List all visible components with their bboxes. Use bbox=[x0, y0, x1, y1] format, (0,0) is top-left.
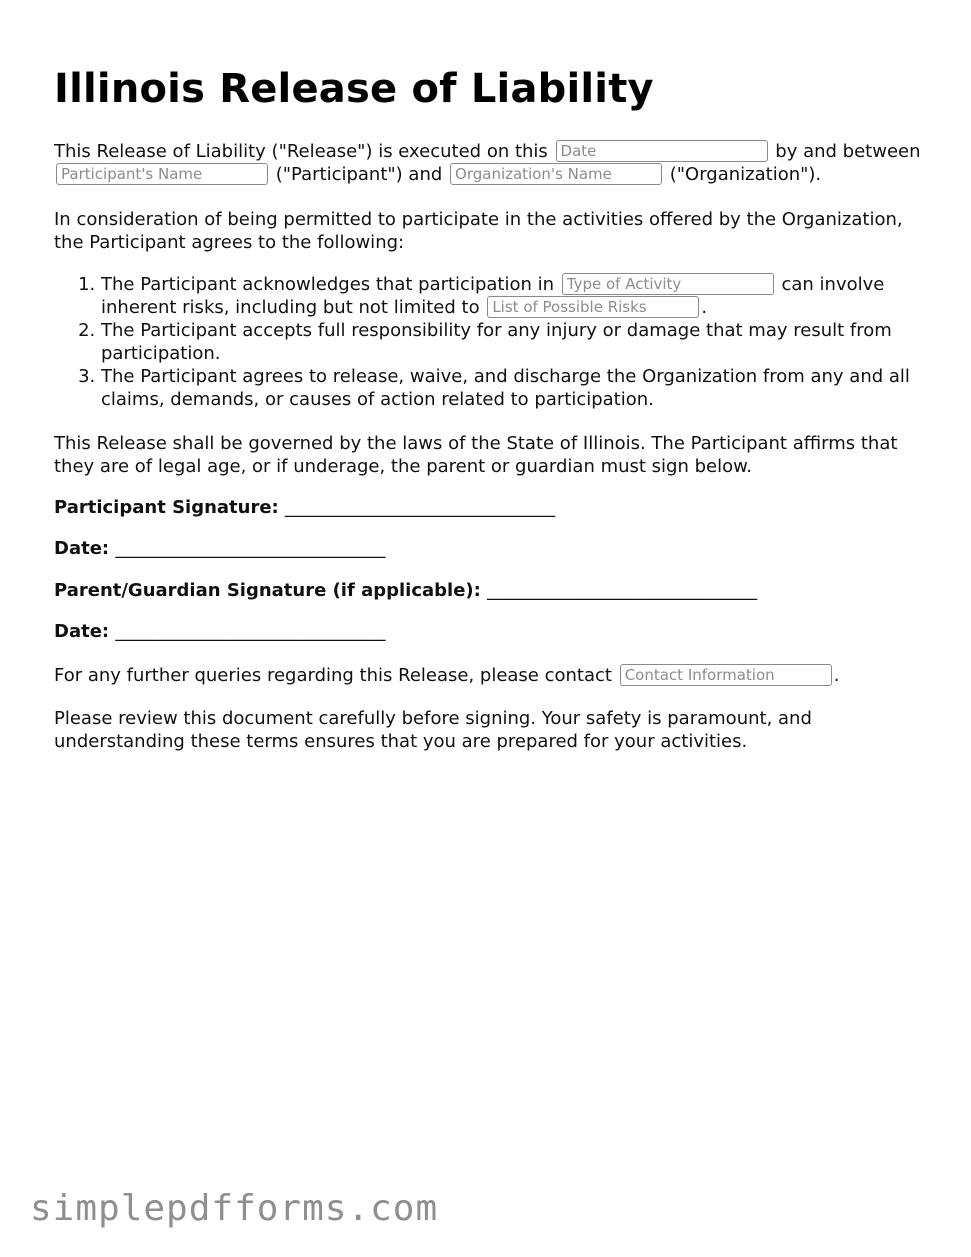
governing-paragraph: This Release shall be governed by the laws of the State of Illinois. The Participant affirms that they are of legal age, or if underage, the parent or guardian must sign below. bbox=[54, 433, 898, 477]
intro-text-1: This Release of Liability ("Release") is executed on this bbox=[54, 141, 548, 162]
term-item-1 bbox=[101, 273, 961, 319]
contact-text-2: . bbox=[833, 665, 840, 686]
term-1-text-3: . bbox=[701, 297, 708, 318]
possible-risks-field[interactable] bbox=[487, 296, 699, 318]
intro-text-2: by and between bbox=[775, 141, 921, 162]
guardian-signature-line[interactable]: ______________________________ bbox=[487, 580, 758, 601]
guardian-signature-label: Parent/Guardian Signature (if applicable): bbox=[54, 580, 481, 601]
guardian-date-line[interactable]: ______________________________ bbox=[115, 621, 386, 642]
participant-signature-line[interactable]: ______________________________ bbox=[285, 497, 556, 518]
page-title: Illinois Release of Liability bbox=[54, 66, 654, 112]
terms-list bbox=[54, 273, 961, 411]
contact-text-1: For any further queries regarding this Release, please contact bbox=[54, 665, 612, 686]
footer-watermark: simplepdfforms.com bbox=[30, 1188, 439, 1229]
intro-text-3: ("Participant") and bbox=[275, 164, 443, 185]
activity-type-field[interactable] bbox=[562, 273, 774, 295]
participant-date-label: Date: bbox=[54, 538, 110, 559]
term-1-text-1: The Participant acknowledges that participation in bbox=[101, 274, 555, 295]
participant-signature-label: Participant Signature: bbox=[54, 497, 279, 518]
intro-paragraph bbox=[54, 140, 934, 186]
term-1-text-2: can involve inherent risks, including but not limited to bbox=[101, 274, 885, 318]
guardian-date-row bbox=[54, 621, 385, 642]
organization-name-field[interactable] bbox=[450, 163, 662, 185]
participant-date-line[interactable]: ______________________________ bbox=[115, 538, 386, 559]
participant-name-field[interactable] bbox=[56, 163, 268, 185]
guardian-signature-row bbox=[54, 580, 757, 601]
term-item-3: 3. The Participant agrees to release, waive, and discharge the Organization from any and all claims, demands, or causes of action related to participation. bbox=[101, 365, 961, 411]
date-field[interactable] bbox=[556, 140, 768, 162]
participant-signature-row bbox=[54, 497, 555, 518]
intro-text-4: ("Organization"). bbox=[669, 164, 822, 185]
consideration-paragraph: In consideration of being permitted to participate in the activities offered by the Organization, the Participant agrees to the following: bbox=[54, 209, 903, 253]
contact-paragraph bbox=[54, 664, 839, 687]
closing-paragraph: Please review this document carefully before signing. Your safety is paramount, and understanding these terms ensures that you are prepared for your activities. bbox=[54, 708, 812, 752]
guardian-date-label: Date: bbox=[54, 621, 110, 642]
contact-information-field[interactable] bbox=[620, 664, 832, 686]
participant-date-row bbox=[54, 538, 385, 559]
term-item-2: 2. The Participant accepts full responsibility for any injury or damage that may result from participation. bbox=[101, 319, 961, 365]
